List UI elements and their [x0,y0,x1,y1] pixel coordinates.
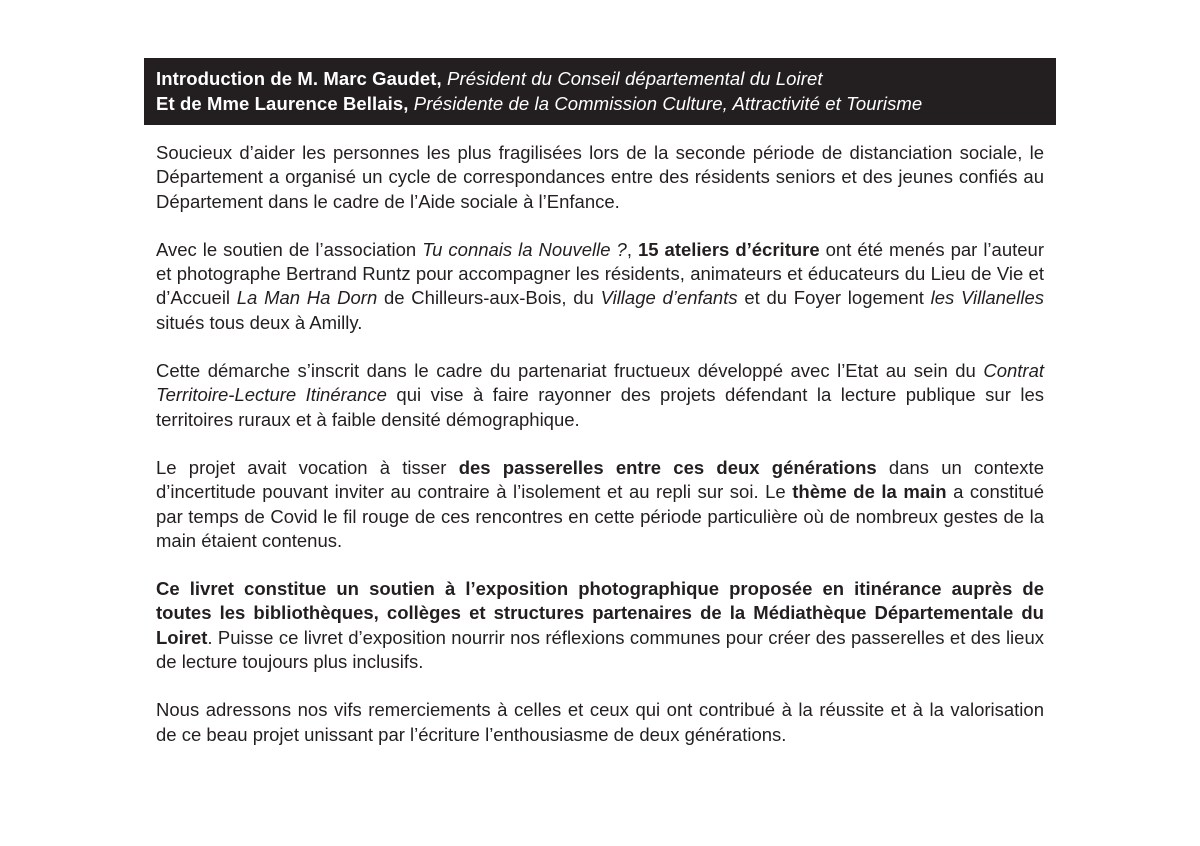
title-line-vice [156,91,1044,116]
text-run: , [626,238,638,260]
paragraph-exhibition [156,577,1044,674]
venue-name: La Man Ha Dorn [236,287,378,309]
text-run: dans un contexte d’incertitude pouvant inviter au contraire à l’isolement et au repli sur soi. Le [156,456,1044,503]
text-run: Le projet avait vocation à tisser [156,456,459,478]
emphasis-text: thème de la main [792,481,947,503]
text-run: Avec le soutien de l’association [156,238,423,260]
title-line-president [156,66,1044,91]
text-run: et du Foyer logement [737,287,931,309]
venue-name: les Villanelles [930,287,1044,309]
paragraph-thanks [156,698,1044,747]
text-run: de Chilleurs-aux-Bois, du [377,287,601,309]
venue-name: Village d’enfants [600,287,738,309]
paragraph-text: Nous adressons nos vifs remerciements à celles et ceux qui ont contribué à la réussite et à la valorisation de ce beau projet unissant par l’écriture l’enthousiasme de deux générations. [156,699,1044,745]
workshops-count: 15 ateliers d’écriture [637,238,820,260]
commission-president-name: Et de Mme Laurence Bellais, [156,93,414,114]
president-role: Président du Conseil départemental du Loiret [447,68,823,89]
emphasis-text: Ce livret constitue un soutien à l’exposition photographique proposée en itinérance auprès de toutes les bibliothèques, collèges et structures partenaires de la Médiathèque Départementale du Loiret [156,578,1044,648]
commission-president-role: Présidente de la Commission Culture, Attractivité et Tourisme [413,93,923,114]
emphasis-text: des passerelles entre ces deux générations [458,456,877,478]
paragraph-partnership [156,359,1044,432]
paragraph-project-goal [156,456,1044,553]
body-text [144,141,1056,747]
text-run: Cette démarche s’inscrit dans le cadre du partenariat fructueux développé avec l’Etat au sein du [156,360,984,382]
paragraph-workshops [156,238,1044,335]
text-run: . Puisse ce livret d’exposition nourrir nos réflexions communes pour créer des passerelles et des lieux de lecture toujours plus inclusifs. [156,626,1044,673]
text-run: a constitué par temps de Covid le fil rouge de ces rencontres en cette période particulière où de nombreux gestes de la main étaient contenus. [156,481,1044,551]
text-run: qui vise à faire rayonner des projets défendant la lecture publique sur les territoires ruraux et à faible densité démographique. [156,384,1045,430]
document-page [144,58,1056,771]
title-banner [144,58,1056,125]
paragraph-context [156,141,1044,214]
text-run: ont été menés par l’auteur et photographe Bertrand Runtz pour accompagner les résidents, animateurs et éducateurs du Lieu de Vie et d’Accueil [156,238,1044,309]
paragraph-text: Soucieux d’aider les personnes les plus fragilisées lors de la seconde période de distanciation sociale, le Département a organisé un cycle de correspondances entre des résidents seniors et des jeunes confiés au Département dans le cadre de l’Aide sociale à l’Enfance. [156,142,1044,212]
contract-name: Contrat Territoire-Lecture Itinérance [156,360,1044,406]
president-name: Introduction de M. Marc Gaudet, [156,68,447,89]
text-run: situés tous deux à Amilly. [156,311,363,333]
association-name: Tu connais la Nouvelle ? [422,238,627,260]
